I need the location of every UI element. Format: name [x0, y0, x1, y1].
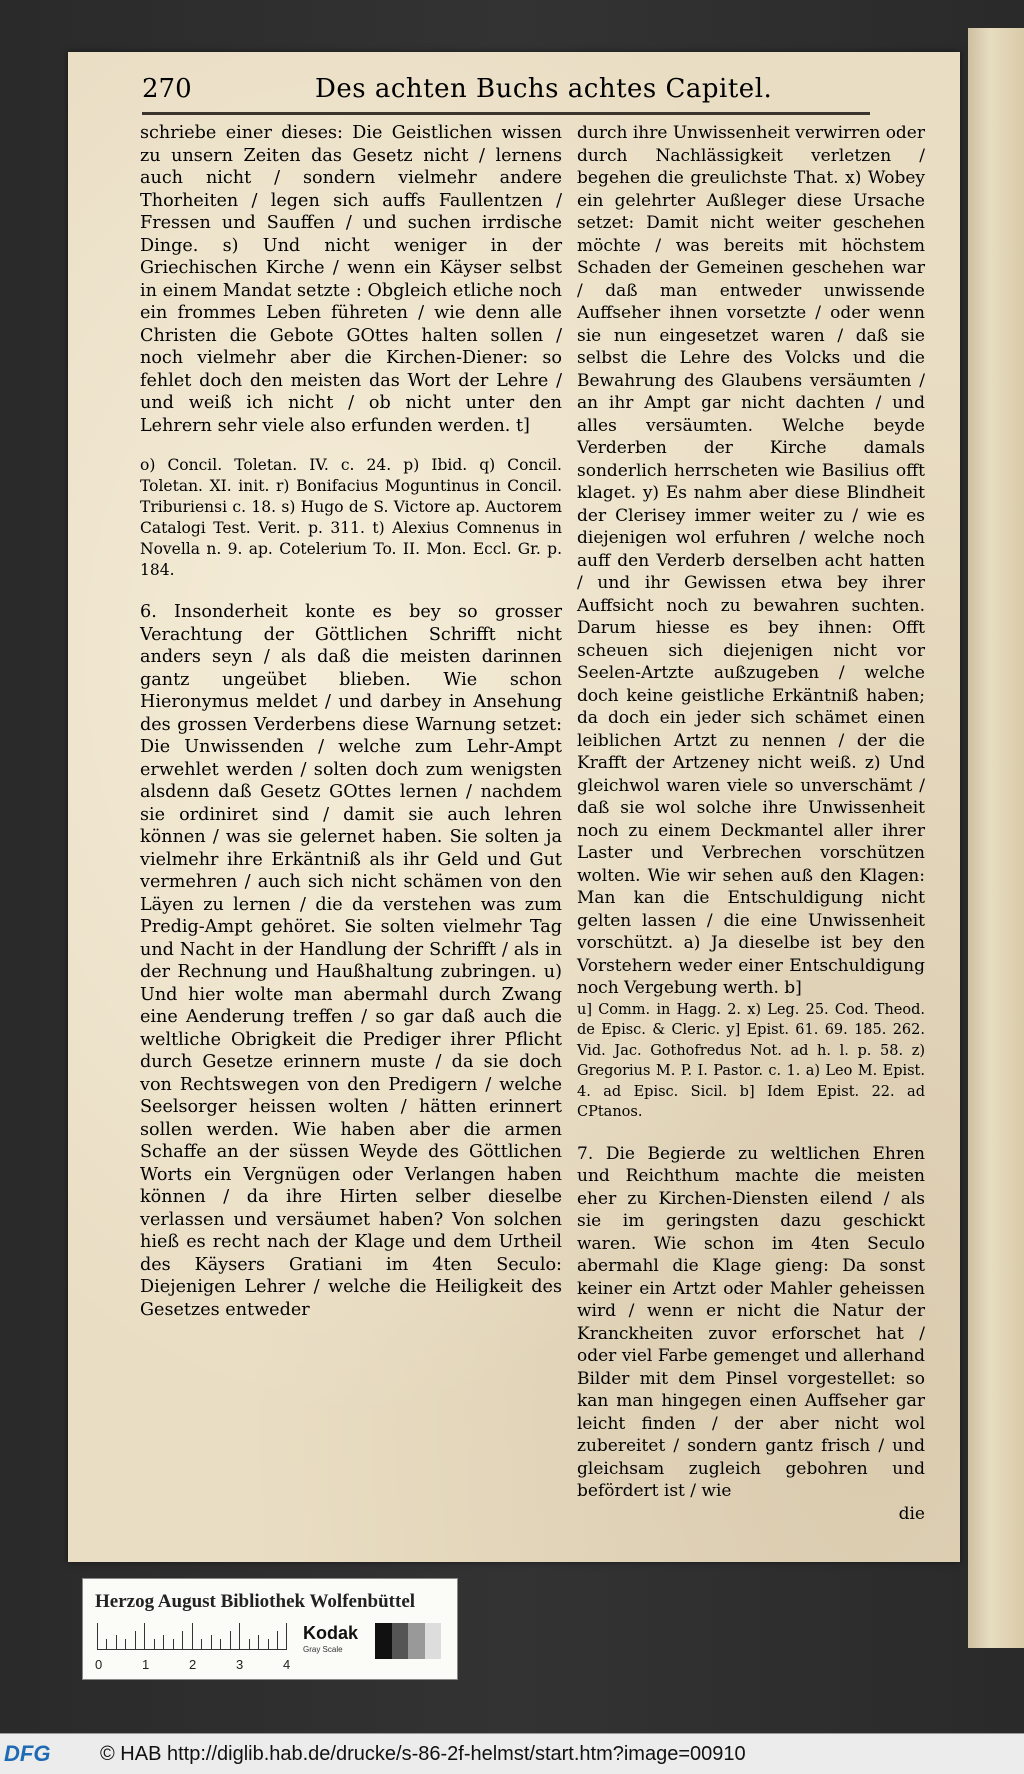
kodak-logo: Kodak	[303, 1623, 359, 1643]
footnotes-left: o) Concil. Toletan. IV. c. 24. p) Ibid. q) Concil. Toletan. XI. init. r) Bonifacius Moguntinus in Concil. Triburiensi c. 18. s) Hugo de S. Victore ap. Auctorem Catalogi Test. Verit. p. 311. t) Alexius Comnenus in Novella n. 9. ap. Cotelerium To. II. Mon. Eccl. Gr. p. 184.	[140, 456, 562, 579]
right-column	[577, 122, 925, 1525]
ruler-label-2: 2	[189, 1657, 197, 1672]
ruler-label-0: 0	[95, 1657, 103, 1672]
adjacent-page-edge	[968, 28, 1024, 1648]
header-rule	[142, 112, 870, 115]
ruler-label-3: 3	[236, 1657, 244, 1672]
paragraph-6: 6. Insonderheit konte es bey so grosser Verachtung der Göttlichen Schrifft nicht anders seyn / als daß die meisten darinnen gantz ungeübet blieben. Wie schon Hieronymus meldet / und darbey in Ansehung des grossen Verderbens diese Warnung setzet: Die Unwissenden / welche zum Lehr-Ampt erwehlet werden / solten doch zum wenigsten alsdenn daß Gesetz GOttes lernen / nachdem sie ordiniret sind / damit sie auch lehren können / was sie gelernet haben. Sie solten ja vielmehr ihre Erkäntniß als ihr Geld und Gut vermehren / auch sich nicht schämen von den Läyen zu lernen / die da verstehen was zum Predig-Ampt gehöret. Sie solten vielmehr Tag und Nacht in der Handlung der Schrifft / als in der Rechnung und Haußhaltung zubringen. u) Und hier wolte man abermahl durch Zwang eine Aenderung treffen / so gar daß auch die weltliche Obrigkeit die Prediger ihrer Pflicht durch Gesetze erinnern muste / da sie doch von Rechtswegen von den Predigern / welche Seelsorger heissen wolten / hätten erinnert sollen werden. Wie haben aber die armen Schaffe an der süssen Weyde des Göttlichen Worts ein Vergnügen oder Verlangen haben können / da ihre Hirten selber dieselbe verlassen und versäumet haben? Von solchen hieß es recht nach der Klage und dem Urtheil des Käysers Gratiani im 4ten Seculo: Diejenigen Lehrer / welche die Heiligkeit des Gesetzes entweder	[140, 602, 562, 1320]
library-color-card	[82, 1578, 458, 1680]
paragraph-7: 7. Die Begierde zu weltlichen Ehren und Reichthum machte die meisten eher zu Kirchen-Diensten eilend / als sie im geringsten dazu geschickt waren. Wie schon im 4ten Seculo abermahl die Klage gieng: Da sonst keiner ein Artzt oder Mahler geheissen wird / wenn er nicht die Natur der Kranckheiten zuvor erforschet hat / oder viel Farbe gemenget und allerhand Bilder mit dem Pinsel vorgestellet: so kan man hingegen einen Auffseher gar leicht finden / der aber nicht wol zubereitet / sondern gantz frisch / und gleichsam zugleich gebohren und befördert ist / wie	[577, 1143, 925, 1501]
copyright-link[interactable]: © HAB http://diglib.hab.de/drucke/s-86-2f-helmst/start.htm?image=00910	[100, 1743, 746, 1765]
ruler-label-1: 1	[142, 1657, 150, 1672]
ruler	[97, 1623, 287, 1650]
dfg-logo: DFG	[4, 1741, 51, 1766]
footer-bar	[0, 1733, 1024, 1774]
left-column	[140, 122, 562, 1321]
gray-swatches	[375, 1623, 441, 1659]
catchword: die	[898, 1503, 925, 1524]
paragraph-left-1: schriebe einer dieses: Die Geistlichen wissen zu unsern Zeiten das Gesetz nicht / lernens auch nicht / sondern vielmehr andere Thorheiten / legen sich auffs Faullentzen / Fressen und Sauffen / und suchen irrdische Dinge. s) Und nicht weniger in der Griechischen Kirche / wenn ein Käyser selbst in einem Mandat setzte : Obgleich etliche noch ein frommes Leben führeten / wie denn alle Christen die Gebote GOttes halten sollen / noch vielmehr aber die Kirchen-Diener: so fehlet doch den meisten das Wort der Lehre / und weiß ich nicht / ob nicht unter den Lehrern sehr viele also erfunden werden. t]	[140, 123, 562, 436]
running-head: Des achten Buchs achtes Capitel.	[315, 74, 773, 104]
paragraph-right-1: durch ihre Unwissenheit verwirren oder durch Nachlässigkeit verletzen / begehen die greulichste That. x) Wobey ein gelehrter Außleger diese Ursache setzet: Damit nicht weiter geschehen möchte / was bereits mit höchstem Schaden der Gemeinen geschehen war / daß man entweder unwissende Auffseher ihnen vorsetzte / oder wenn sie nun eingesetzet waren / daß sie selbst die Lehre des Volcks und die Bewahrung des Glaubens versäumten / an ihr Ampt gar nicht dachten / und alles versäumten. Welche beyde Verderben der Kirche damals sonderlich herrscheten wie Basilius offt klaget. y) Es nahm aber diese Blindheit der Clerisey immer weiter zu / wie es diejenigen wol erfuhren / welche noch auff den Verderb derselben acht hatten / und ihr Gewissen etwa bey ihrer Auffsicht noch zu bewahren suchten. Darum hiesse es bey ihnen: Offt scheuen sich diejenigen nicht vor Seelen-Artzte außzugeben / welche doch keine geistliche Erkäntniß haben; da doch ein jeder sich schämet einen leiblichen Artzt zu nennen / der die Krafft der Artzeney nicht weiß. z) Und gleichwol waren viele so unverschämt / daß sie wol solche ihre Unwissenheit noch zu einem Deckmantel aller ihrer Laster und Verbrechen vorschützen wolten. Wie wir sehen auß den Klagen: Man kan die Entschuldigung nicht gelten lassen / die eine Unwissenheit vorschützt. a) Ja dieselbe ist bey den Vorstehern weder einer Entschuldigung noch Vergebung werth. b]	[577, 123, 925, 998]
card-title: Herzog August Bibliothek Wolfenbüttel	[95, 1591, 416, 1612]
gray-scale-label: Gray Scale	[303, 1645, 343, 1654]
ruler-label-4: 4	[283, 1657, 291, 1672]
page-number: 270	[142, 74, 192, 104]
footnotes-right: u] Comm. in Hagg. 2. x) Leg. 25. Cod. Theod. de Episc. & Cleric. y] Epist. 61. 69. 185. 262. Vid. Jac. Gothofredus Not. ad h. l. p. 58. z) Gregorius M. P. I. Pastor. c. 1. a) Leo M. Epist. 4. ad Episc. Sicil. b] Idem Epist. 22. ad CPtanos.	[577, 1001, 925, 1120]
